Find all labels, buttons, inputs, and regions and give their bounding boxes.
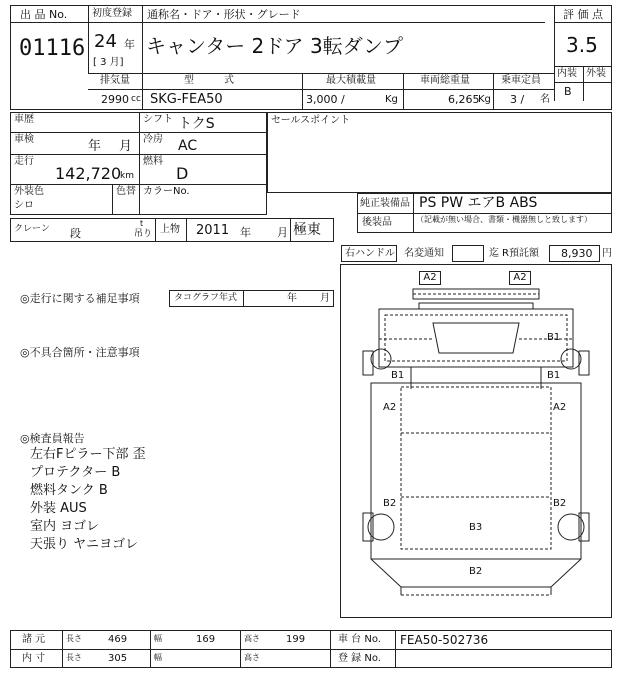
divider xyxy=(112,184,113,215)
model-name: キャンター 2ドア 3転ダンプ xyxy=(146,34,403,58)
color-no-label: カラーNo. xyxy=(143,186,190,197)
odometer-prefix: 迄 xyxy=(489,248,499,259)
fuel-label: 燃料 xyxy=(143,156,163,167)
inspector-line: 室内 ヨゴレ xyxy=(30,519,100,534)
shift-value: トクS xyxy=(178,116,215,132)
max-load-label: 最大積載量 xyxy=(326,75,376,86)
lot-number: 01116 xyxy=(19,36,86,61)
inspector-line: 燃料タンク B xyxy=(30,483,108,498)
damage-mark: B2 xyxy=(469,566,483,577)
handle-label: 右ハンドル xyxy=(345,248,395,259)
damage-mark: A2 xyxy=(383,402,397,413)
inspection-year-unit: 年 xyxy=(88,139,102,154)
mount-month-unit: 月 xyxy=(277,226,288,239)
mount-maker: 極東 xyxy=(293,222,321,238)
tachograph-month-unit: 月 xyxy=(320,293,330,304)
width-label: 幅 xyxy=(154,634,162,643)
divider xyxy=(240,630,241,668)
inner-label: 内 寸 xyxy=(22,653,46,664)
crane-ton-unit-top: t xyxy=(140,219,144,228)
mount-year-unit: 年 xyxy=(240,226,251,239)
ext-color-value: シロ xyxy=(14,200,34,211)
inner-width-label: 幅 xyxy=(154,653,162,662)
score: 3.5 xyxy=(566,33,598,57)
interior-label: 内装 xyxy=(557,68,577,79)
registration-label: 登 録 No. xyxy=(338,653,381,664)
divider xyxy=(142,73,143,110)
divider xyxy=(243,290,244,307)
name-change-box xyxy=(452,245,484,262)
divider xyxy=(150,630,151,668)
damage-mark: A2 xyxy=(419,271,441,285)
inner-length-value: 305 xyxy=(108,653,128,664)
damage-mark: B1 xyxy=(391,370,405,381)
crane-stage-unit: 段 xyxy=(70,227,81,240)
gross-weight-label: 車両総重量 xyxy=(420,75,470,86)
divider xyxy=(554,5,555,101)
divider xyxy=(186,218,187,242)
capacity-unit: 名 xyxy=(540,94,550,105)
damage-diagram-frame xyxy=(340,264,612,618)
divider xyxy=(302,73,303,110)
inspector-line: 天張り ヤニヨゴレ xyxy=(30,537,139,552)
defects-label: ◎不具合箇所・注意事項 xyxy=(20,346,140,359)
first-reg-label: 初度登録 xyxy=(92,8,132,19)
length-value: 469 xyxy=(108,634,128,645)
length-label: 長さ xyxy=(66,634,82,643)
mileage-unit: km xyxy=(120,171,134,181)
divider xyxy=(330,630,331,668)
damage-mark: B2 xyxy=(553,498,567,509)
sales-points-label: セールスポイント xyxy=(271,115,351,126)
divider xyxy=(10,154,267,155)
divider xyxy=(554,22,612,23)
name-change-label: 名変通知 xyxy=(404,248,444,259)
damage-mark: B2 xyxy=(383,498,397,509)
damage-mark: B1 xyxy=(547,332,561,343)
chassis-number: FEA50-502736 xyxy=(400,633,489,647)
height-label: 高さ xyxy=(244,634,260,643)
divider xyxy=(155,218,156,242)
divider xyxy=(493,73,494,110)
tachograph-year-unit: 年 xyxy=(287,293,297,304)
inspector-line: 外装 AUS xyxy=(30,501,87,516)
crane-label: クレーン xyxy=(14,224,50,234)
dimensions-label: 諸 元 xyxy=(22,634,46,645)
aircon-value: AC xyxy=(178,138,198,154)
divider xyxy=(10,649,612,650)
model-name-label: 通称名・ドア・形状・グレード xyxy=(147,8,301,21)
damage-mark: B3 xyxy=(469,522,483,533)
mileage-value: 142,720 xyxy=(55,164,122,183)
divider xyxy=(583,66,584,101)
displacement-unit: cc xyxy=(131,94,141,104)
aftermarket-label: 後装品 xyxy=(362,217,392,228)
divider xyxy=(10,184,267,185)
ext-color-label: 外装色 xyxy=(14,186,44,197)
divider xyxy=(62,630,63,668)
divider xyxy=(357,213,612,214)
model-type-label: 型 式 xyxy=(184,75,234,86)
truck-diagram xyxy=(341,265,611,617)
color-change-label: 色替 xyxy=(116,186,136,197)
tachograph-label: タコグラフ年式 xyxy=(174,293,238,303)
divider xyxy=(395,630,396,668)
max-load: 3,000 / xyxy=(306,93,345,106)
fuel-value: D xyxy=(176,164,189,183)
divider xyxy=(403,73,404,110)
height-value: 199 xyxy=(286,634,306,645)
damage-mark: B1 xyxy=(547,370,561,381)
recycle-unit: 円 xyxy=(602,248,612,259)
inner-length-label: 長さ xyxy=(66,653,82,662)
mileage-label: 走行 xyxy=(14,156,34,167)
equipment-label: 純正装備品 xyxy=(360,198,410,209)
inner-height-label: 高さ xyxy=(244,653,260,662)
divider xyxy=(88,5,89,73)
history-label: 車歴 xyxy=(14,114,34,125)
equipment-value: PS PW エアB ABS xyxy=(419,195,538,211)
divider xyxy=(88,89,554,90)
divider xyxy=(10,132,267,133)
max-load-unit: Kg xyxy=(385,94,398,105)
mount-year: 2011 xyxy=(196,223,230,238)
divider xyxy=(10,22,545,23)
inspector-line: 左右Fピラー下部 歪 xyxy=(30,447,146,462)
damage-mark: A2 xyxy=(553,402,567,413)
aircon-label: 冷房 xyxy=(143,134,163,145)
inspector-label: ◎検査員報告 xyxy=(20,432,85,445)
first-reg-year: 24 xyxy=(94,31,117,52)
divider xyxy=(290,218,291,242)
first-reg-year-unit: 年 xyxy=(124,38,135,51)
lot-label: 出 品 No. xyxy=(20,8,68,21)
displacement-value: 2990 xyxy=(101,93,129,106)
recycle-value: 8,930 xyxy=(561,247,593,260)
divider xyxy=(142,5,143,73)
gross-weight: 6,265 xyxy=(448,93,480,106)
chassis-label: 車 台 No. xyxy=(338,634,381,645)
recycle-label: R預託額 xyxy=(502,248,539,259)
model-type: SKG-FEA50 xyxy=(150,92,223,107)
first-reg-month: [ 3 月] xyxy=(93,57,124,68)
mount-label: 上物 xyxy=(160,224,180,235)
exterior-label: 外装 xyxy=(586,68,606,79)
capacity-label: 乗車定員 xyxy=(501,75,541,86)
width-value: 169 xyxy=(196,634,216,645)
displacement-label: 排気量 xyxy=(100,75,130,86)
capacity: 3 / xyxy=(510,93,525,106)
driving-notes-label: ◎走行に関する補足事項 xyxy=(20,292,140,305)
inspection-label: 車検 xyxy=(14,134,34,145)
aftermarket-note: （記載が無い場合、書類・機器無しと致します） xyxy=(416,215,592,224)
crane-ton-unit: 吊り xyxy=(134,229,153,239)
divider xyxy=(139,112,140,215)
divider xyxy=(413,193,414,233)
shift-label: シフト xyxy=(143,114,173,125)
inspection-month-unit: 月 xyxy=(119,139,133,154)
damage-mark: A2 xyxy=(509,271,531,285)
gross-weight-unit: Kg xyxy=(478,94,491,105)
interior-score: B xyxy=(564,85,572,98)
inspector-line: プロテクター B xyxy=(30,465,121,480)
score-label: 評 価 点 xyxy=(563,8,603,21)
divider xyxy=(88,73,554,74)
